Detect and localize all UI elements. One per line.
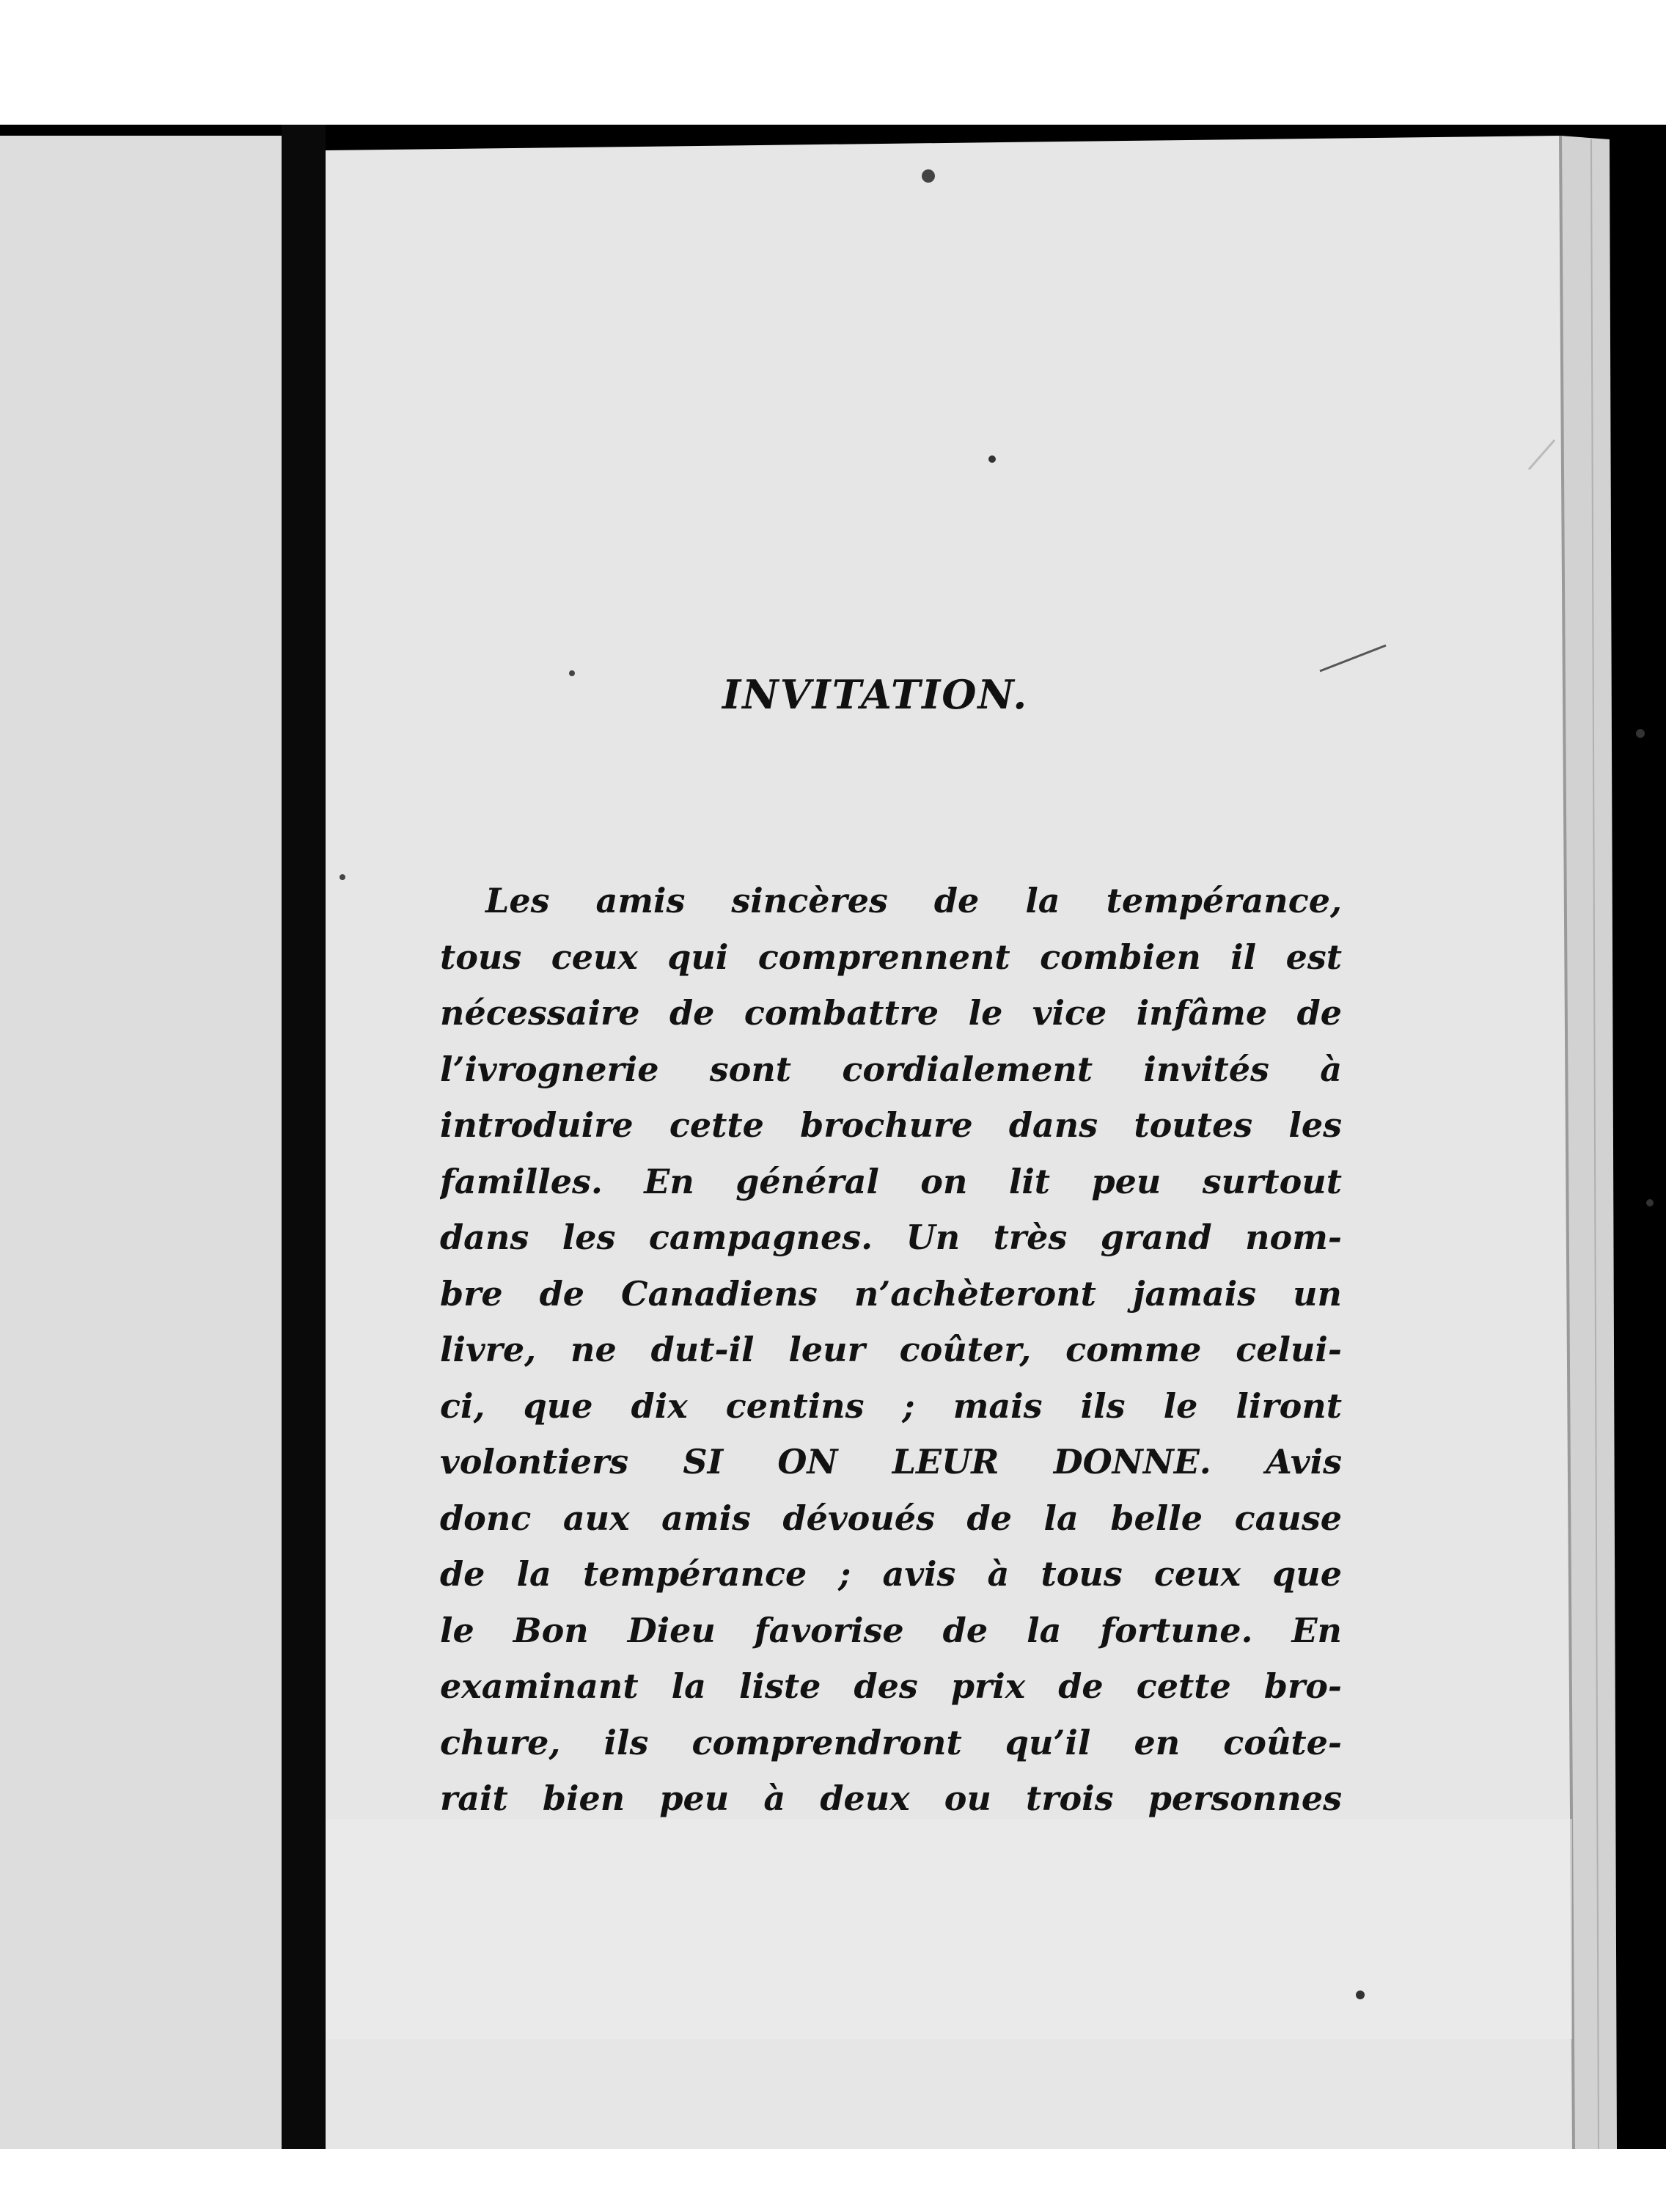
text-line: tous ceux qui comprennent combien il est	[440, 937, 1342, 977]
text-line: Les amis sincères de la tempérance,	[485, 881, 1342, 920]
binding-gutter	[282, 125, 326, 2149]
text-line: familles. En général on lit peu surtout	[440, 1161, 1342, 1201]
left-page	[0, 136, 282, 2149]
text-line: rait bien peu à deux ou trois personnes	[440, 1779, 1342, 1818]
page-title: INVITATION.	[722, 671, 1029, 718]
text-line: volontiers SI ON LEUR DONNE. Avis	[440, 1442, 1342, 1482]
text-line: de la tempérance ; avis à tous ceux que	[440, 1554, 1342, 1594]
text-line: donc aux amis dévoués de la belle cause	[440, 1498, 1342, 1538]
text-line: nécessaire de combattre le vice infâme de	[440, 993, 1342, 1033]
text-line: livre, ne dut-il leur coûter, comme celui-	[440, 1330, 1342, 1369]
text-line: dans les campagnes. Un très grand nom-	[440, 1217, 1342, 1257]
text-line: bre de Canadiens n’achèteront jamais un	[440, 1273, 1342, 1314]
text-line: l’ivrognerie sont cordialement invités à	[440, 1049, 1342, 1089]
body-paragraph	[440, 873, 1342, 1827]
text-line: introduire cette brochure dans toutes les	[440, 1105, 1342, 1145]
text-line: chure, ils comprendront qu’il en coûte-	[440, 1722, 1342, 1762]
text-line: le Bon Dieu favorise de la fortune. En	[440, 1610, 1342, 1650]
text-line: ci, que dix centins ; mais ils le liront	[440, 1385, 1342, 1426]
text-line: examinant la liste des prix de cette bro-	[440, 1666, 1342, 1706]
